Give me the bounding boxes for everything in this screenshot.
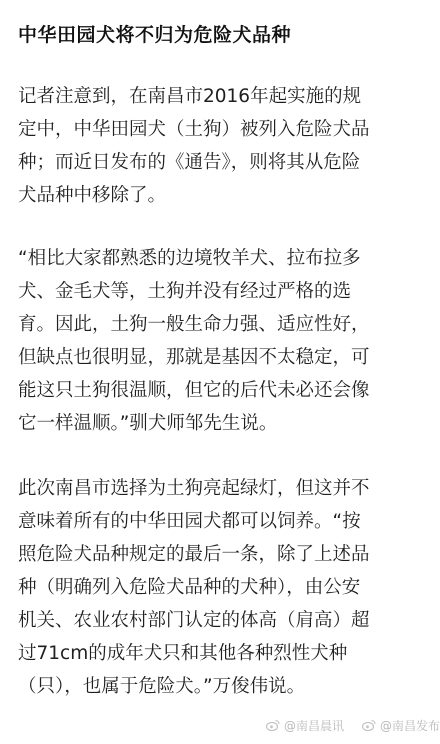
watermark-text: @南昌晨讯 <box>284 718 345 733</box>
paragraph-line: （只），也属于危险犬。”万俊伟说。 <box>18 676 306 697</box>
paragraph-2 <box>18 242 426 440</box>
article-title: 中华田园犬将不归为危险犬品种 <box>18 24 292 46</box>
paragraph-line: 记者注意到，在南昌市2016年起实施的规 <box>18 86 362 107</box>
paragraph-line: 照危险犬品种规定的最后一条，除了上述品 <box>18 544 370 565</box>
weibo-icon <box>266 719 280 731</box>
watermark-nanchang-release <box>362 714 440 736</box>
paragraph-1 <box>18 80 426 212</box>
paragraph-line: 机关、农业农村部门认定的体高（肩高）超 <box>18 610 370 631</box>
paragraph-line: 种；而近日发布的《通告》，则将其从危险 <box>18 152 361 173</box>
paragraph-line: 定中，中华田园犬（土狗）被列入危险犬品 <box>18 119 370 140</box>
paragraph-line: 犬、金毛犬等，土狗并没有经过严格的选 <box>18 281 352 302</box>
paragraph-line: 此次南昌市选择为土狗亮起绿灯，但这并不 <box>18 478 370 499</box>
paragraph-line: “相比大家都熟悉的边境牧羊犬、拉布拉多 <box>18 248 361 269</box>
paragraph-line: 但缺点也很明显，那就是基因不太稳定，可 <box>18 347 370 368</box>
paragraph-line: 犬品种中移除了。 <box>18 185 167 206</box>
paragraph-line: 育。因此，土狗一般生命力强、适应性好， <box>18 314 370 335</box>
paragraph-line: 种（明确列入危险犬品种的犬种），由公安 <box>18 577 361 598</box>
paragraph-line: 能这只土狗很温顺，但它的后代未必还会像 <box>18 380 370 401</box>
watermark-nanchang-news <box>266 714 344 736</box>
weibo-icon <box>362 719 376 731</box>
paragraph-line: 它一样温顺。”驯犬师邹先生说。 <box>18 413 278 434</box>
paragraph-line: 意味着所有的中华田园犬都可以饲养。“按 <box>18 511 361 532</box>
watermark-text: @南昌发布 <box>380 718 440 733</box>
paragraph-line: 过71cm的成年犬只和其他各种烈性犬种 <box>18 643 348 664</box>
paragraph-3 <box>18 472 426 703</box>
